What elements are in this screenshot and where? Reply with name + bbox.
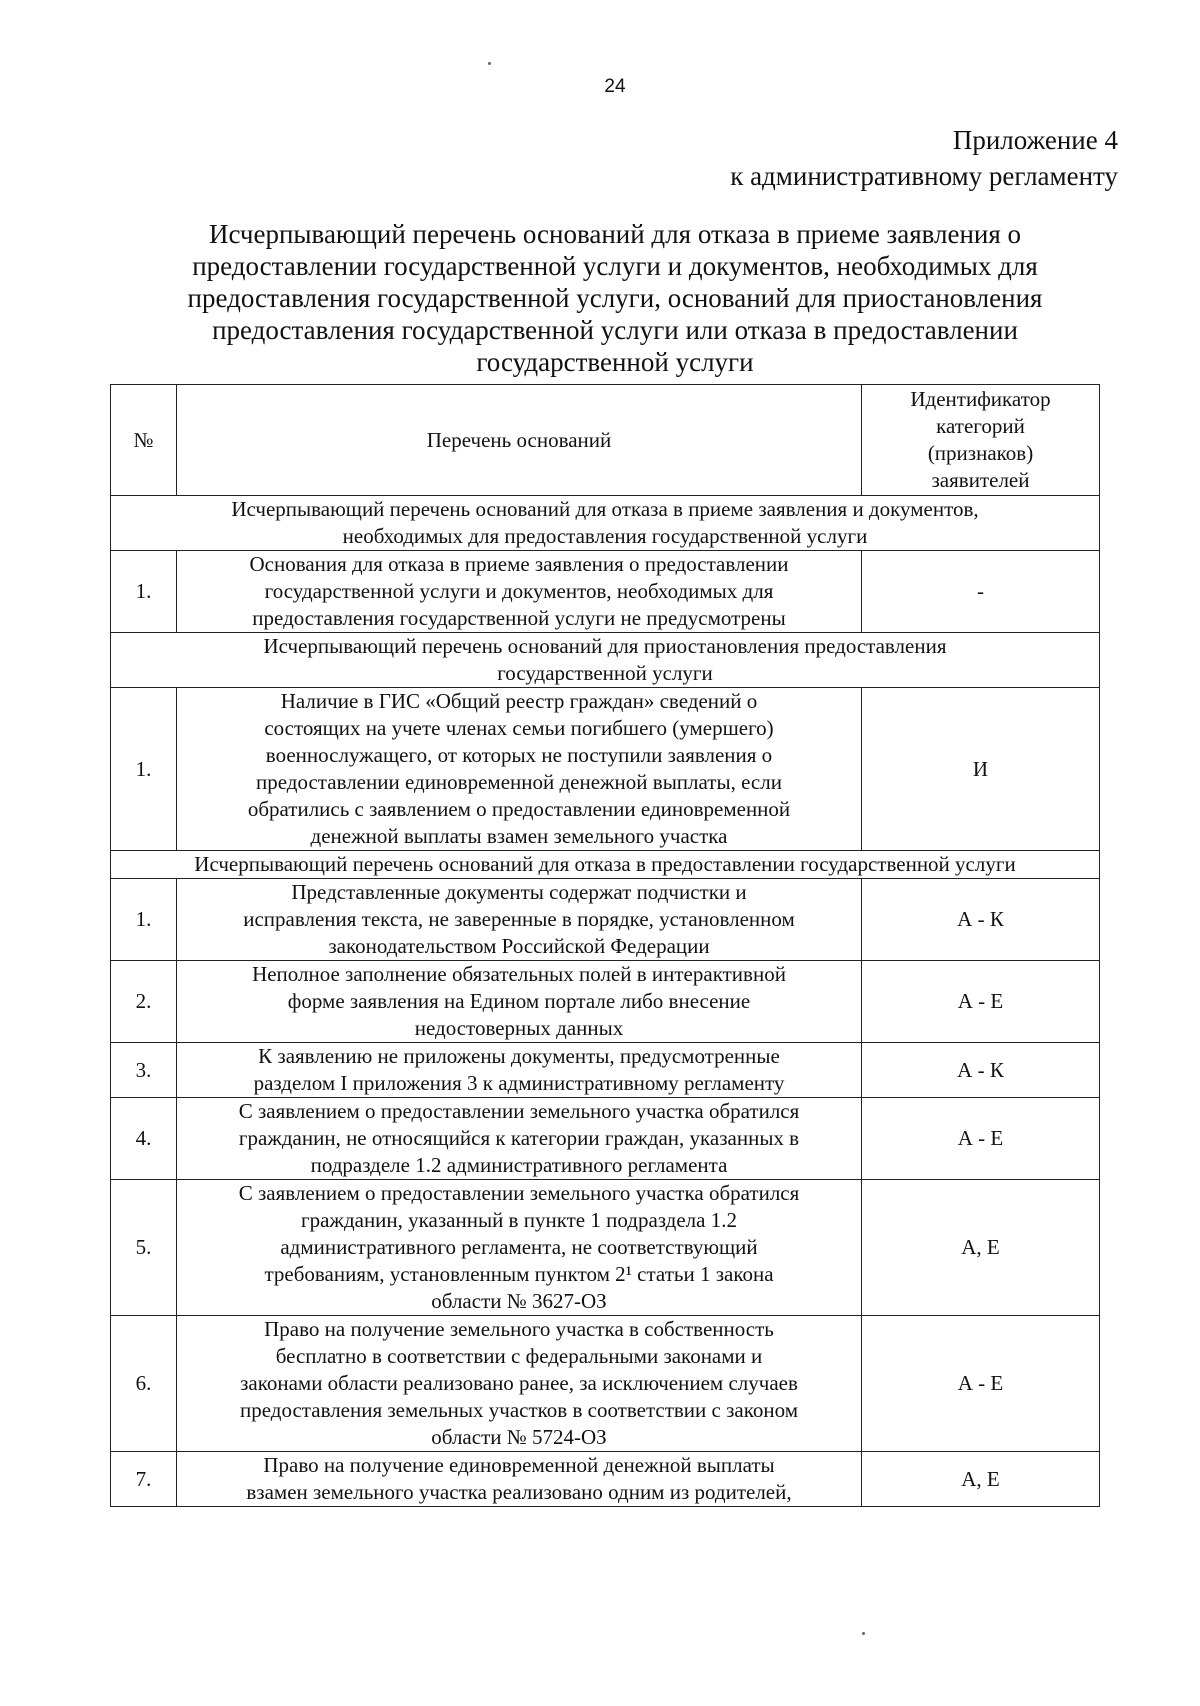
title-line: предоставления государственной услуги, оснований для приостановления — [187, 283, 1043, 313]
row-identifier: А - Е — [862, 1098, 1100, 1180]
grounds-line: взамен земельного участка реализовано одним из родителей, — [246, 1480, 792, 1504]
header-number: № — [111, 385, 177, 496]
title-line: Исчерпывающий перечень оснований для отказа в приеме заявления о — [208, 219, 1022, 249]
table-row — [111, 551, 1100, 633]
section-title-line: Исчерпывающий перечень оснований для отказа в предоставлении государственной услуги — [194, 852, 1016, 876]
grounds-line: Неполное заполнение обязательных полей в интерактивной — [252, 962, 786, 986]
table-row — [111, 1180, 1100, 1316]
grounds-line: бесплатно в соответствии с федеральными законами и — [275, 1344, 763, 1368]
table-body — [111, 385, 1100, 1507]
row-number: 7. — [111, 1452, 177, 1507]
table-row — [111, 688, 1100, 851]
title-line: государственной услуги — [476, 347, 754, 377]
grounds-line: обратились с заявлением о предоставлении единовременной — [247, 797, 791, 821]
table-row — [111, 1043, 1100, 1098]
grounds-line: предоставлении единовременной денежной выплаты, если — [256, 770, 782, 794]
table-row — [111, 1316, 1100, 1452]
row-grounds — [177, 1098, 862, 1180]
table-row — [111, 1098, 1100, 1180]
row-number: 3. — [111, 1043, 177, 1098]
grounds-line: предоставления государственной услуги не предусмотрены — [252, 606, 786, 630]
row-number: 5. — [111, 1180, 177, 1316]
grounds-line: Основания для отказа в приеме заявления о предоставлении — [249, 552, 789, 576]
grounds-line: законодательством Российской Федерации — [328, 934, 710, 958]
section-title-line: Исчерпывающий перечень оснований для приостановления предоставления — [263, 634, 947, 658]
header-id-line: Идентификатор — [910, 387, 1051, 411]
grounds-line: недостоверных данных — [414, 1016, 624, 1040]
row-identifier: И — [862, 688, 1100, 851]
row-number: 2. — [111, 961, 177, 1043]
scan-speck — [862, 1632, 865, 1635]
grounds-line: подразделе 1.2 административного регламента — [310, 1153, 728, 1177]
grounds-line: Право на получение земельного участка в собственность — [264, 1317, 774, 1341]
grounds-line: государственной услуги и документов, необходимых для — [264, 579, 774, 603]
section-title-line: необходимых для предоставления государственной услуги — [342, 524, 868, 548]
grounds-line: С заявлением о предоставлении земельного участка обратился — [238, 1099, 800, 1123]
row-grounds — [177, 551, 862, 633]
header-grounds: Перечень оснований — [177, 385, 862, 496]
appendix-header — [730, 122, 1118, 194]
row-number: 1. — [111, 879, 177, 961]
row-identifier: - — [862, 551, 1100, 633]
grounds-line: административного регламента, не соответствующий — [280, 1235, 758, 1259]
grounds-line: разделом I приложения 3 к административному регламенту — [253, 1071, 785, 1095]
grounds-line: исправления текста, не заверенные в порядке, установленном — [243, 907, 795, 931]
section-title — [111, 496, 1100, 551]
grounds-line: области № 5724-ОЗ — [431, 1425, 607, 1449]
section-title-row — [111, 496, 1100, 551]
page-number: 24 — [604, 76, 626, 97]
grounds-table — [110, 384, 1100, 1507]
grounds-line: гражданин, указанный в пункте 1 подраздела 1.2 — [301, 1208, 737, 1232]
title-line: предоставления государственной услуги или отказа в предоставлении — [212, 315, 1018, 345]
row-identifier: А, Е — [862, 1180, 1100, 1316]
appendix-reference: к административному регламенту — [730, 161, 1118, 191]
row-grounds — [177, 1316, 862, 1452]
grounds-line: состоящих на учете членах семьи погибшего (умершего) — [264, 716, 774, 740]
row-grounds — [177, 1180, 862, 1316]
section-title-line: Исчерпывающий перечень оснований для отказа в приеме заявления и документов, — [231, 497, 979, 521]
grounds-line: области № 3627-ОЗ — [431, 1289, 607, 1313]
appendix-number: Приложение 4 — [952, 125, 1118, 155]
row-grounds — [177, 1043, 862, 1098]
row-identifier: А - К — [862, 1043, 1100, 1098]
table-row — [111, 879, 1100, 961]
grounds-line: форме заявления на Едином портале либо внесение — [287, 989, 751, 1013]
table-row — [111, 1452, 1100, 1507]
section-title — [111, 633, 1100, 688]
table-row — [111, 961, 1100, 1043]
grounds-line: законами области реализовано ранее, за исключением случаев — [240, 1371, 798, 1395]
row-number: 1. — [111, 551, 177, 633]
header-identifier — [862, 385, 1100, 496]
grounds-line: Наличие в ГИС «Общий реестр граждан» сведений о — [280, 689, 758, 713]
row-number: 6. — [111, 1316, 177, 1452]
grounds-line: Право на получение единовременной денежной выплаты — [263, 1453, 775, 1477]
grounds-line: предоставления земельных участков в соответствии с законом — [240, 1398, 798, 1422]
row-number: 1. — [111, 688, 177, 851]
grounds-line: денежной выплаты взамен земельного участка — [310, 824, 728, 848]
section-title-row — [111, 851, 1100, 879]
scan-speck — [488, 62, 491, 65]
table-header-row — [111, 385, 1100, 496]
row-number: 4. — [111, 1098, 177, 1180]
title-line: предоставлении государственной услуги и документов, необходимых для — [192, 251, 1038, 281]
row-grounds — [177, 688, 862, 851]
row-grounds — [177, 961, 862, 1043]
row-grounds — [177, 1452, 862, 1507]
header-id-line: заявителей — [931, 468, 1030, 492]
section-title-line: государственной услуги — [497, 661, 713, 685]
row-identifier: А - Е — [862, 1316, 1100, 1452]
row-grounds — [177, 879, 862, 961]
row-identifier: А, Е — [862, 1452, 1100, 1507]
document-title — [150, 218, 1080, 378]
grounds-line: военнослужащего, от которых не поступили заявления о — [265, 743, 773, 767]
row-identifier: А - Е — [862, 961, 1100, 1043]
header-id-line: (признаков) — [927, 441, 1034, 465]
section-title — [111, 851, 1100, 879]
header-id-line: категорий — [936, 414, 1025, 438]
grounds-line: Представленные документы содержат подчистки и — [291, 880, 747, 904]
grounds-line: С заявлением о предоставлении земельного участка обратился — [238, 1181, 800, 1205]
grounds-line: требованиям, установленным пунктом 2¹ статьи 1 закона — [264, 1262, 774, 1286]
row-identifier: А - К — [862, 879, 1100, 961]
grounds-line: К заявлению не приложены документы, предусмотренные — [258, 1044, 780, 1068]
section-title-row — [111, 633, 1100, 688]
grounds-line: гражданин, не относящийся к категории граждан, указанных в — [238, 1126, 800, 1150]
